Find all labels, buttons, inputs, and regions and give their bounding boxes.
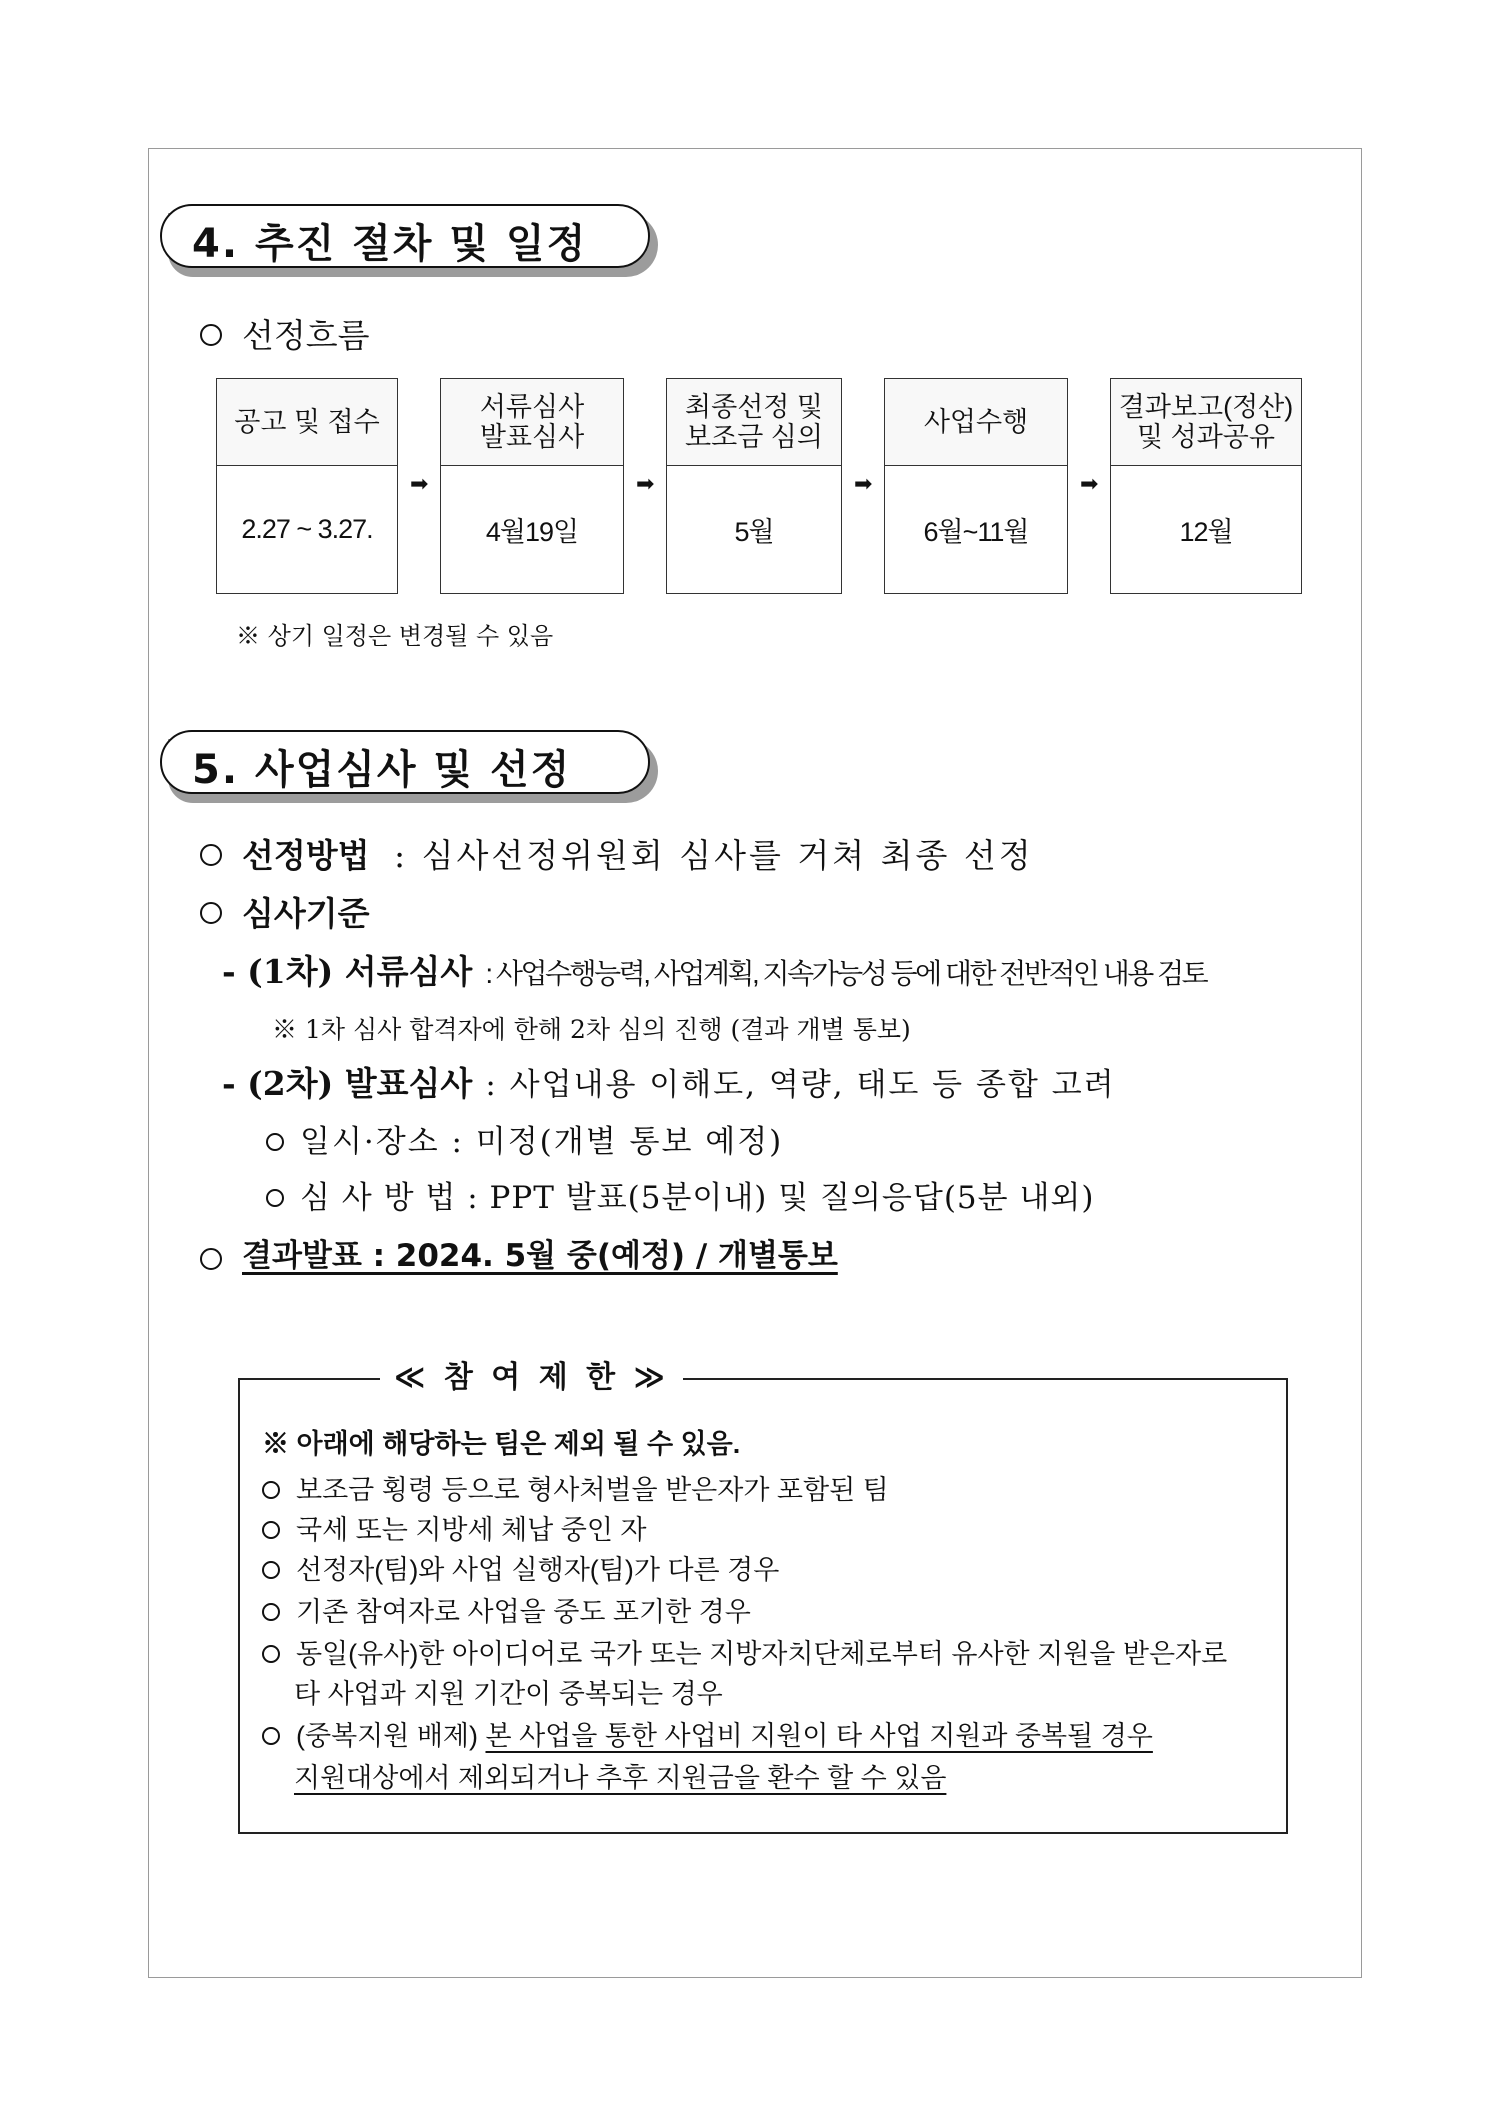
section4-title: 4. 추진 절차 및 일정 xyxy=(192,221,588,267)
circle-bullet-icon xyxy=(200,1248,222,1270)
flow-step-2: 서류심사 발표심사 4월19일 xyxy=(440,378,624,594)
restriction-item: 기존 참여자로 사업을 중도 포기한 경우 xyxy=(262,1590,751,1629)
schedule-note: ※ 상기 일정은 변경될 수 있음 xyxy=(236,622,554,650)
arrow-right-icon: ➡ xyxy=(410,472,429,497)
restriction-item-continuation: 지원대상에서 제외되거나 추후 지원금을 환수 할 수 있음 xyxy=(294,1763,947,1793)
small-circle-bullet-icon xyxy=(262,1521,280,1539)
small-circle-bullet-icon xyxy=(266,1189,284,1207)
section5-title: 5. 사업심사 및 선정 xyxy=(192,747,572,793)
small-circle-bullet-icon xyxy=(266,1133,284,1151)
criteria-heading: 심사기준 xyxy=(200,888,370,935)
circle-bullet-icon xyxy=(200,324,222,346)
stage2-item-2: 심 사 방 법 : PPT 발표(5분이내) 및 질의응답(5분 내외) xyxy=(266,1172,1094,1217)
stage1-note: ※ 1차 심사 합격자에 한해 2차 심의 진행 (결과 개별 통보) xyxy=(272,1015,911,1044)
restriction-item: 선정자(팀)와 사업 실행자(팀)가 다른 경우 xyxy=(262,1548,779,1587)
stage1: - (1차) 서류심사 : 사업수행능력, 사업계획, 지속가능성 등에 대한 전반적인 내용 검토 xyxy=(222,952,1207,991)
circle-bullet-icon xyxy=(200,844,222,866)
arrow-right-icon: ➡ xyxy=(854,472,873,497)
selection-method: 선정방법 : 심사선정위원회 심사를 거쳐 최종 선정 xyxy=(200,830,1034,877)
small-circle-bullet-icon xyxy=(262,1481,280,1499)
flow-step-5: 결과보고(정산) 및 성과공유 12월 xyxy=(1110,378,1302,594)
restriction-item: 국세 또는 지방세 체납 중인 자 xyxy=(262,1508,647,1547)
flow-heading: 선정흐름 xyxy=(200,310,370,357)
arrow-right-icon: ➡ xyxy=(1080,472,1099,497)
result-announcement: 결과발표 : 2024. 5월 중(예정) / 개별통보 xyxy=(200,1230,838,1275)
arrow-right-icon: ➡ xyxy=(636,472,655,497)
restriction-item: (중복지원 배제) 본 사업을 통한 사업비 지원이 타 사업 지원과 중복될 경우 xyxy=(262,1714,1153,1753)
restriction-item: 보조금 횡령 등으로 형사처벌을 받은자가 포함된 팀 xyxy=(262,1468,889,1507)
restriction-item-continuation: 타 사업과 지원 기간이 중복되는 경우 xyxy=(294,1679,723,1709)
stage2: - (2차) 발표심사 : 사업내용 이해도, 역량, 태도 등 종합 고려 xyxy=(222,1064,1116,1103)
flow-step-2-date: 4월19일 xyxy=(485,516,579,547)
small-circle-bullet-icon xyxy=(262,1727,280,1745)
flow-step-4: 사업수행 6월~11월 xyxy=(884,378,1068,594)
small-circle-bullet-icon xyxy=(262,1561,280,1579)
flow-step-4-date: 6월~11월 xyxy=(923,516,1029,547)
flow-step-3: 최종선정 및 보조금 심의 5월 xyxy=(666,378,842,594)
restriction-intro: ※ 아래에 해당하는 팀은 제외 될 수 있음. xyxy=(262,1429,741,1459)
circle-bullet-icon xyxy=(200,902,222,924)
small-circle-bullet-icon xyxy=(262,1603,280,1621)
small-circle-bullet-icon xyxy=(262,1645,280,1663)
stage2-item-1: 일시·장소 : 미정(개별 통보 예정) xyxy=(266,1116,783,1161)
restriction-title: ≪ 참 여 제 한 ≫ xyxy=(380,1352,683,1396)
flow-step-3-date: 5월 xyxy=(734,516,774,547)
flow-step-1-date: 2.27 ~ 3.27. xyxy=(241,513,373,544)
restriction-item: 동일(유사)한 아이디어로 국가 또는 지방자치단체로부터 유사한 지원을 받은자로 xyxy=(262,1632,1227,1671)
flow-step-5-date: 12월 xyxy=(1179,516,1233,547)
flow-step-1: 공고 및 접수 2.27 ~ 3.27. xyxy=(216,378,398,594)
